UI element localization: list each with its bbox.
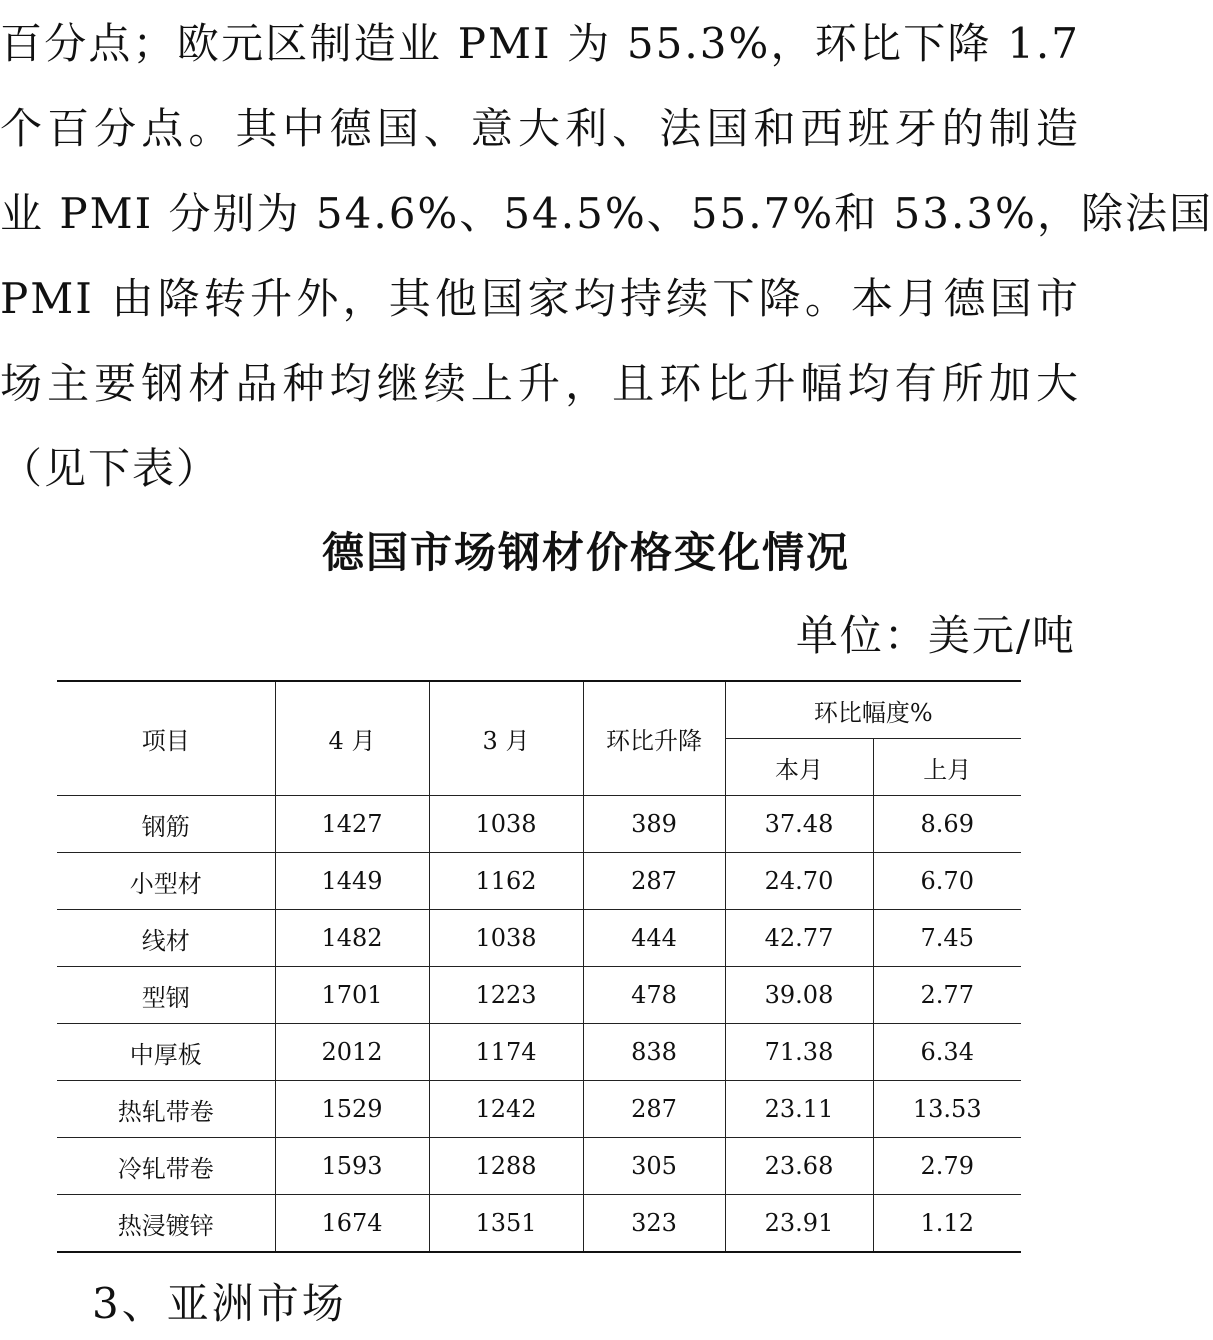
paragraph-line: PMI 由降转升外，其他国家均持续下降。本月德国市 bbox=[0, 274, 1080, 323]
header-item: 项目 bbox=[57, 681, 275, 796]
header-mom-pct: 环比幅度% bbox=[725, 681, 1021, 739]
cell-last-month: 6.34 bbox=[873, 1024, 1021, 1081]
cell-change: 444 bbox=[583, 910, 725, 967]
cell-this-month: 37.48 bbox=[725, 796, 873, 853]
cell-this-month: 23.11 bbox=[725, 1081, 873, 1138]
table-row bbox=[57, 1024, 1021, 1081]
cell-item: 冷轧带卷 bbox=[57, 1138, 275, 1195]
cell-this-month: 42.77 bbox=[725, 910, 873, 967]
cell-april: 1449 bbox=[275, 853, 429, 910]
cell-item: 型钢 bbox=[57, 967, 275, 1024]
paragraph-line: 业 PMI 分别为 54.6%、54.5%、55.7%和 53.3%，除法国 bbox=[0, 189, 1213, 238]
cell-april: 1482 bbox=[275, 910, 429, 967]
cell-item: 钢筋 bbox=[57, 796, 275, 853]
cell-last-month: 7.45 bbox=[873, 910, 1021, 967]
table-row bbox=[57, 1081, 1021, 1138]
cell-march: 1288 bbox=[429, 1138, 583, 1195]
table-row bbox=[57, 1138, 1021, 1195]
paragraph-line: 百分点；欧元区制造业 PMI 为 55.3%，环比下降 1.7 bbox=[0, 19, 1080, 68]
table-header-row bbox=[57, 681, 1021, 739]
cell-last-month: 2.79 bbox=[873, 1138, 1021, 1195]
cell-march: 1242 bbox=[429, 1081, 583, 1138]
header-march: 3 月 bbox=[429, 681, 583, 796]
table-title: 德国市场钢材价格变化情况 bbox=[321, 528, 850, 577]
cell-march: 1223 bbox=[429, 967, 583, 1024]
cell-change: 305 bbox=[583, 1138, 725, 1195]
cell-item: 热轧带卷 bbox=[57, 1081, 275, 1138]
cell-change: 287 bbox=[583, 1081, 725, 1138]
cell-last-month: 6.70 bbox=[873, 853, 1021, 910]
cell-march: 1038 bbox=[429, 910, 583, 967]
header-last-month: 上月 bbox=[873, 739, 1021, 796]
cell-this-month: 39.08 bbox=[725, 967, 873, 1024]
cell-this-month: 23.68 bbox=[725, 1138, 873, 1195]
cell-march: 1038 bbox=[429, 796, 583, 853]
cell-march: 1351 bbox=[429, 1195, 583, 1253]
cell-april: 1593 bbox=[275, 1138, 429, 1195]
cell-april: 1701 bbox=[275, 967, 429, 1024]
cell-april: 1427 bbox=[275, 796, 429, 853]
cell-change: 478 bbox=[583, 967, 725, 1024]
cell-march: 1174 bbox=[429, 1024, 583, 1081]
paragraph-line: 个百分点。其中德国、意大利、法国和西班牙的制造 bbox=[0, 104, 1080, 153]
table-row bbox=[57, 796, 1021, 853]
cell-april: 1674 bbox=[275, 1195, 429, 1253]
cell-march: 1162 bbox=[429, 853, 583, 910]
header-this-month: 本月 bbox=[725, 739, 873, 796]
cell-last-month: 13.53 bbox=[873, 1081, 1021, 1138]
cell-last-month: 8.69 bbox=[873, 796, 1021, 853]
section-heading: 3、亚洲市场 bbox=[92, 1279, 347, 1328]
cell-this-month: 71.38 bbox=[725, 1024, 873, 1081]
header-mom-change: 环比升降 bbox=[583, 681, 725, 796]
paragraph-line: 场主要钢材品种均继续上升，且环比升幅均有所加大 bbox=[0, 359, 1080, 408]
cell-april: 2012 bbox=[275, 1024, 429, 1081]
cell-item: 线材 bbox=[57, 910, 275, 967]
cell-april: 1529 bbox=[275, 1081, 429, 1138]
table-row bbox=[57, 910, 1021, 967]
cell-change: 287 bbox=[583, 853, 725, 910]
cell-item: 中厚板 bbox=[57, 1024, 275, 1081]
cell-this-month: 24.70 bbox=[725, 853, 873, 910]
cell-last-month: 1.12 bbox=[873, 1195, 1021, 1253]
steel-price-table bbox=[57, 680, 1021, 1253]
cell-change: 838 bbox=[583, 1024, 725, 1081]
cell-item: 热浸镀锌 bbox=[57, 1195, 275, 1253]
table-row bbox=[57, 853, 1021, 910]
table-row bbox=[57, 967, 1021, 1024]
cell-last-month: 2.77 bbox=[873, 967, 1021, 1024]
header-april: 4 月 bbox=[275, 681, 429, 796]
table-row bbox=[57, 1195, 1021, 1253]
paragraph-line: （见下表） bbox=[0, 444, 221, 493]
cell-item: 小型材 bbox=[57, 853, 275, 910]
cell-change: 389 bbox=[583, 796, 725, 853]
table-unit: 单位：美元/吨 bbox=[795, 611, 1076, 660]
cell-change: 323 bbox=[583, 1195, 725, 1253]
cell-this-month: 23.91 bbox=[725, 1195, 873, 1253]
